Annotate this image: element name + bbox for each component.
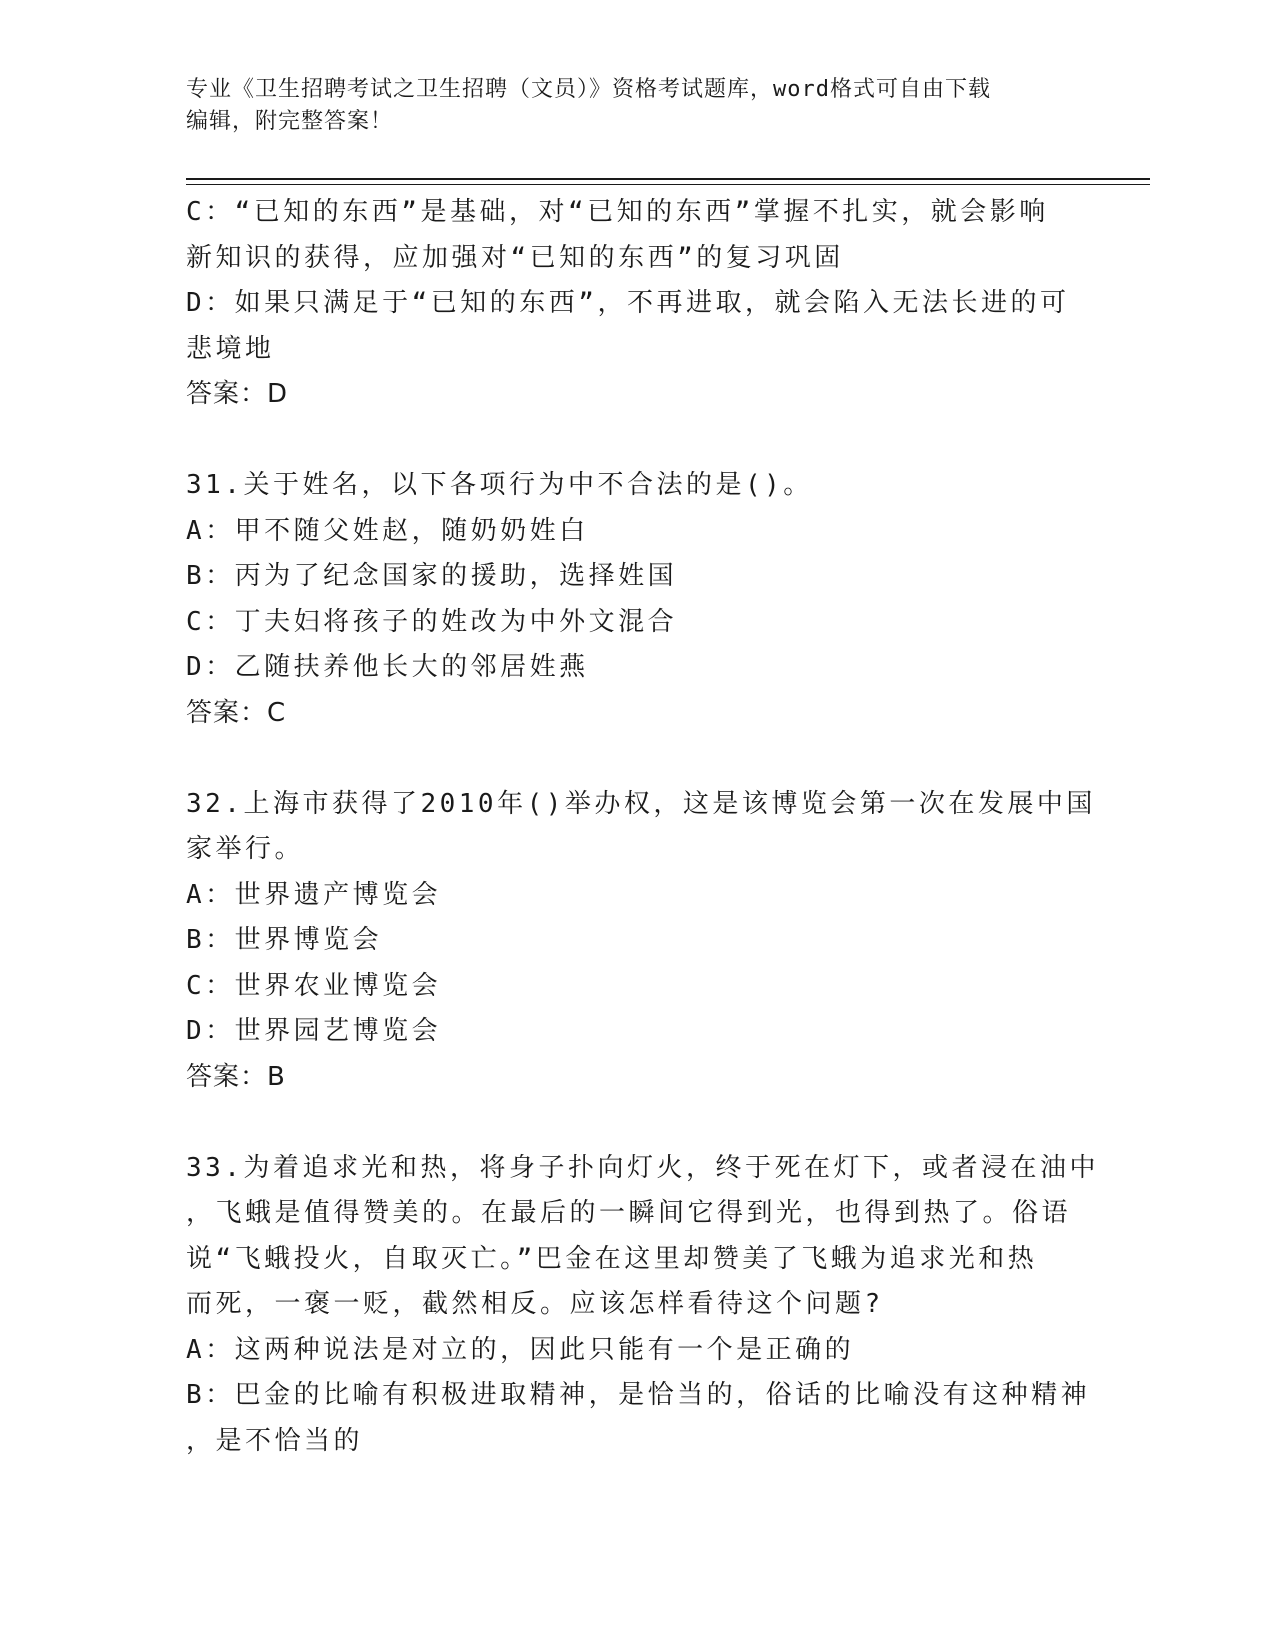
header-line-1: 专业《卫生招聘考试之卫生招聘（文员）》资格考试题库，word格式可自由下载: [186, 77, 991, 102]
answer-label: 答案：B: [186, 1061, 286, 1092]
question-32: [186, 782, 1096, 1101]
question-stem-line-3: 说“飞蛾投火，自取灭亡。”巴金在这里却赞美了飞蛾为追求光和热: [186, 1243, 1038, 1274]
answer-label: 答案：C: [186, 697, 287, 728]
question-gap: [186, 736, 1086, 782]
question-stem-line-1: 32.上海市获得了2010年()举办权，这是该博览会第一次在发展中国: [186, 788, 1096, 819]
header-line-2: 编辑，附完整答案！: [186, 109, 394, 134]
question-33: [186, 1146, 1099, 1465]
question-gap: [186, 418, 1086, 464]
answer-label: 答案：D: [186, 379, 289, 409]
option-d-line-1: D：如果只满足于“已知的东西”，不再进取，就会陷入无法长进的可: [186, 288, 1070, 318]
option-b-line-2: ，是不恰当的: [186, 1425, 364, 1456]
header-rule-thin: [186, 184, 1150, 185]
header-rule-thick: [186, 178, 1150, 180]
document-header: [186, 74, 1066, 138]
question-stem-line-2: 家举行。: [186, 834, 305, 864]
option-d: D：乙随扶养他长大的邻居姓燕: [186, 652, 589, 682]
question-stem-line-2: ，飞蛾是值得赞美的。在最后的一瞬间它得到光，也得到热了。俗语: [186, 1198, 1072, 1228]
question-gap: [186, 1100, 1086, 1146]
option-c-line-1: C：“已知的东西”是基础，对“已知的东西”掌握不扎实，就会影响: [186, 197, 1049, 227]
option-b: B：丙为了纪念国家的援助，选择姓国: [186, 561, 678, 591]
option-d: D：世界园艺博览会: [186, 1016, 442, 1046]
question-30-continued: [186, 190, 1086, 418]
option-d-line-2: 悲境地: [186, 333, 275, 364]
document-body: [186, 190, 1099, 1464]
option-c: C：丁夫妇将孩子的姓改为中外文混合: [186, 606, 678, 637]
option-c-line-2: 新知识的获得，应加强对“已知的东西”的复习巩固: [186, 242, 844, 273]
question-31: [186, 463, 1086, 736]
question-stem-line-4: 而死，一褒一贬，截然相反。应该怎样看待这个问题?: [186, 1289, 884, 1319]
option-a: A：世界遗产博览会: [186, 879, 442, 910]
question-stem: 31.关于姓名，以下各项行为中不合法的是()。: [186, 470, 813, 500]
question-stem-line-1: 33.为着追求光和热，将身子扑向灯火，终于死在灯下，或者浸在油中: [186, 1152, 1099, 1183]
option-b: B：世界博览会: [186, 925, 383, 955]
option-c: C：世界农业博览会: [186, 970, 442, 1001]
option-a: A：甲不随父姓赵，随奶奶姓白: [186, 515, 589, 546]
option-b-line-1: B：巴金的比喻有积极进取精神，是恰当的，俗话的比喻没有这种精神: [186, 1380, 1091, 1410]
option-a: A：这两种说法是对立的，因此只能有一个是正确的: [186, 1334, 855, 1365]
